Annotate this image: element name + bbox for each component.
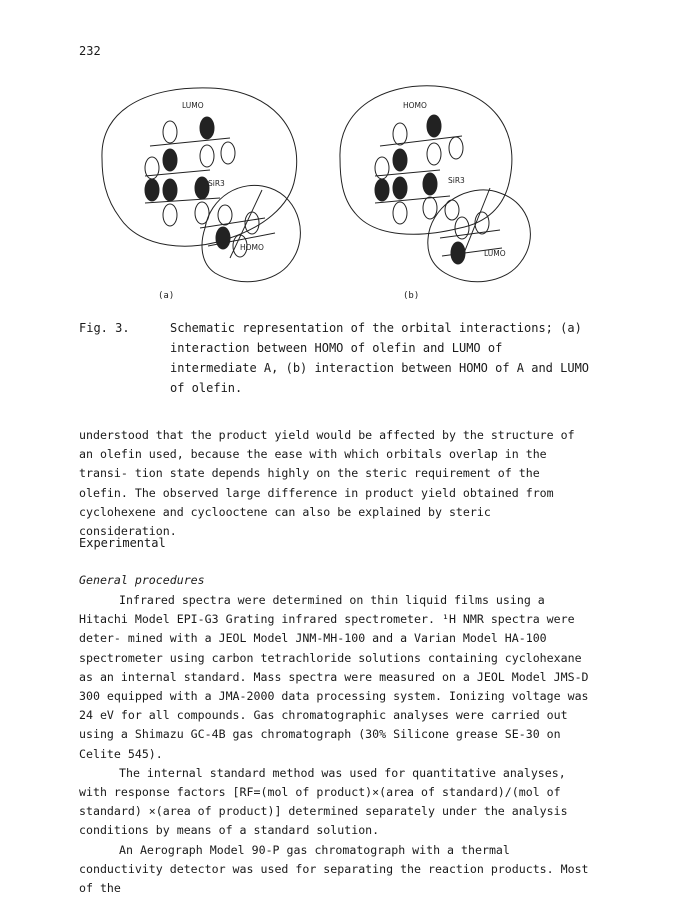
orbital-diagram <box>90 78 570 308</box>
panel-a-caption: (a) <box>158 291 175 301</box>
lumo-label-a: LUMO <box>182 101 204 110</box>
page-number: 232 <box>79 44 101 58</box>
homo-label-b: HOMO <box>403 101 427 110</box>
homo-label-a: HOMO <box>240 243 264 252</box>
section-heading: Experimental <box>79 536 166 550</box>
lumo-boundary-b <box>428 190 531 282</box>
subsection-heading: General procedures <box>79 573 205 587</box>
sir-label-a: SiR3 <box>208 179 225 188</box>
paragraph-3: The internal standard method was used for quantitative analyses, with response factors [RF=(mol of product)×(area of standard)/(mol of standard) ×(area of product)] determined separately under the analysis conditions by means of a standard solution. <box>79 765 568 838</box>
discussion-paragraph <box>79 426 589 541</box>
panel-b-caption: (b) <box>403 291 420 301</box>
figure-caption-label: Fig. 3. <box>79 321 130 335</box>
paragraph-2: Infrared spectra were determined on thin liquid films using a Hitachi Model EPI-G3 Grating infrared spectrometer. ¹H NMR spectra were deter- mined with a JEOL Model JNM-MH-100 and a Varian Model HA-100 spectrometer using carbon tetrachloride solutions containing cyclohexane as an internal standard. Mass spectra were measured on a JEOL Model JMS-D 300 equipped with a JMA-2000 data processing system. Ionizing voltage was 24 eV for all compounds. Gas chromatographic analyses were carried out using a Shimazu GC-4B gas chromatograph (30% Silicone grease SE-30 on Celite 545). <box>79 593 589 761</box>
lumo-boundary-a <box>102 88 297 246</box>
paragraph-1: understood that the product yield would be affected by the structure of an olefin used, because the ease with which orbitals overlap in the transi- tion state depends highly on the steric requirement of the olefin. The observed large difference in product yield obtained from cyclohexene and cyclooctene can also be explained by steric consideration. <box>79 428 575 539</box>
paragraph-4: An Aerograph Model 90-P gas chromatograph with a thermal conductivity detector was used for separating the reaction products. Most of the <box>79 842 589 896</box>
sir-label-b: SiR3 <box>448 176 465 185</box>
figure-caption-text: Schematic representation of the orbital interactions; (a) interaction between HOMO of olefin and LUMO of intermediate A, (b) interaction between HOMO of A and LUMO of olefin. <box>170 321 590 395</box>
orbital-figure <box>90 78 570 308</box>
experimental-text <box>79 591 589 898</box>
lumo-label-b: LUMO <box>484 249 506 258</box>
